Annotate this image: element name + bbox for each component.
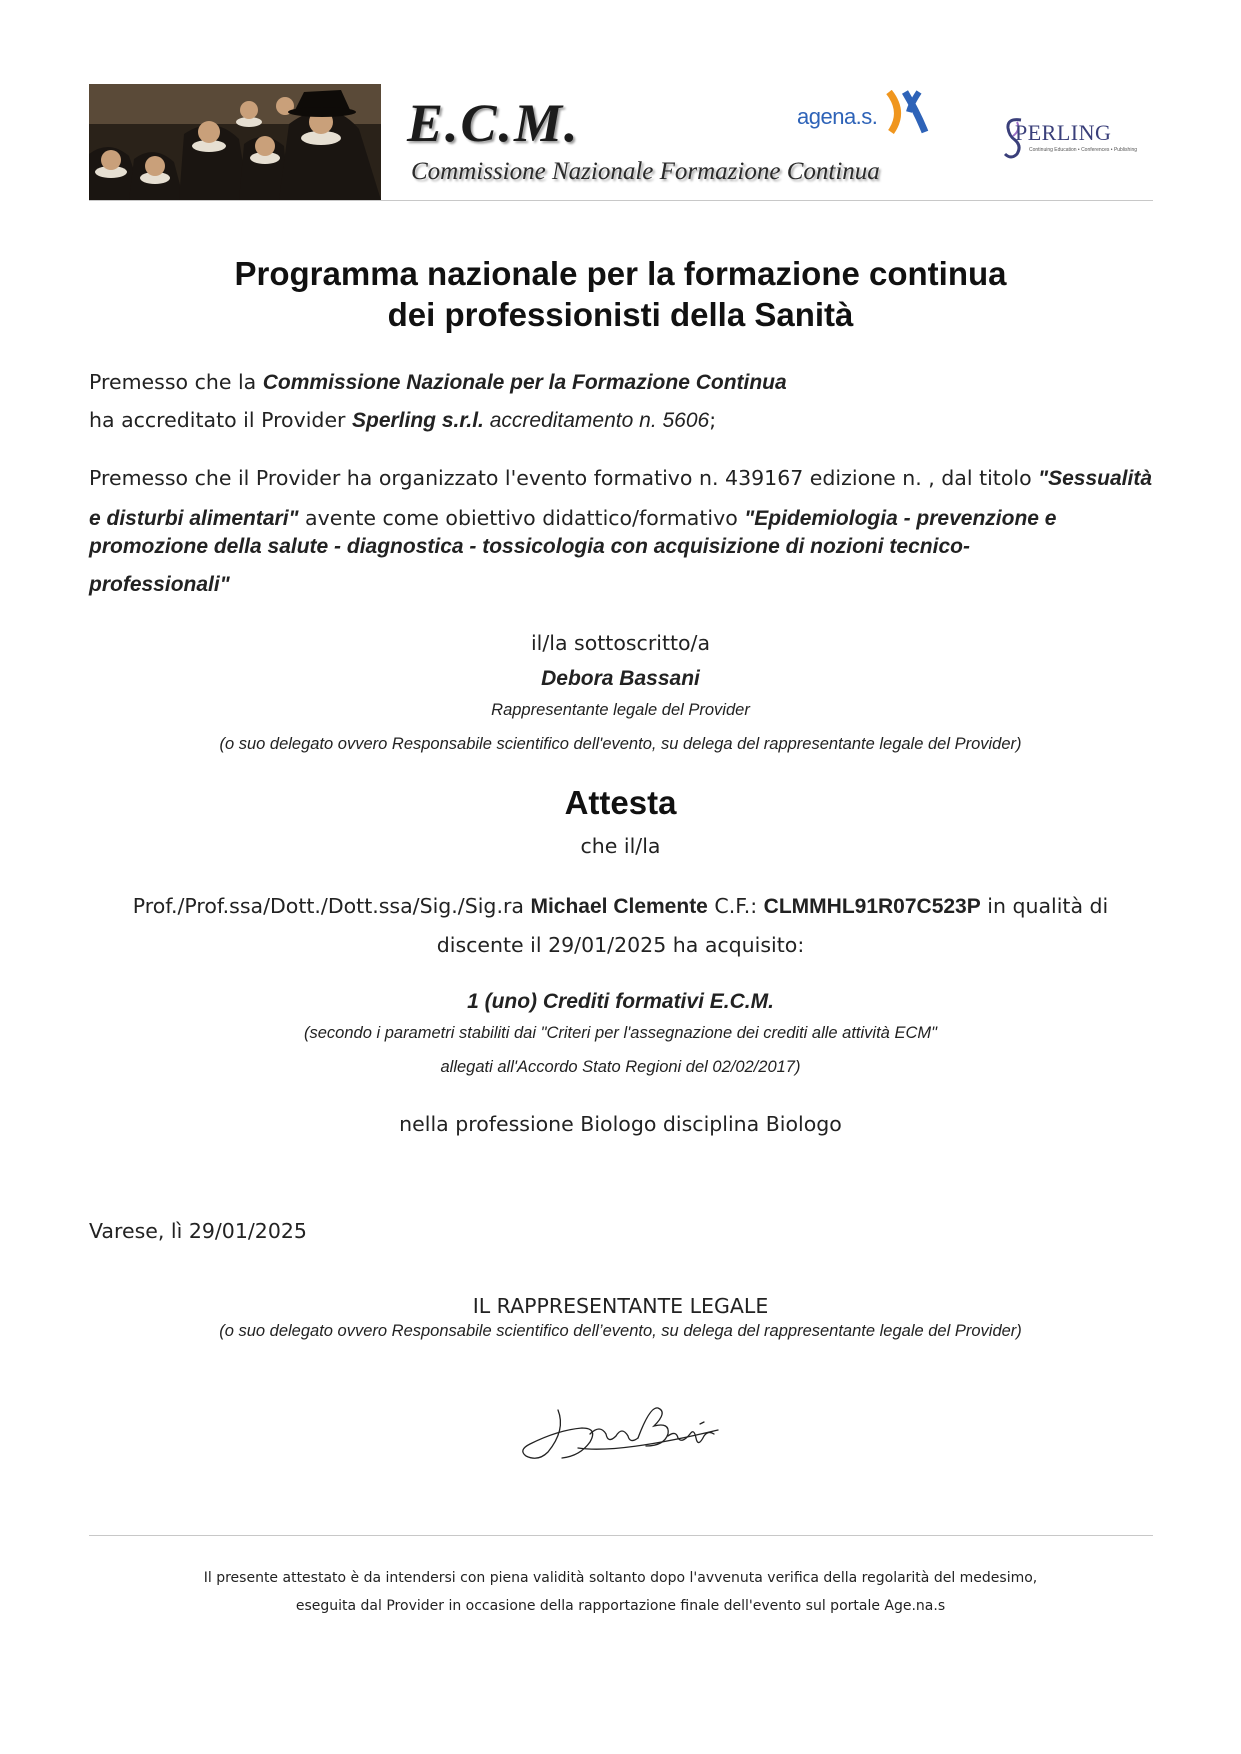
fiscal-code: CLMMHL91R07C523P xyxy=(763,895,981,918)
premise-provider-line xyxy=(89,408,716,433)
event-title-part2: e disturbi alimentari" xyxy=(89,507,299,530)
provider-prefix: ha accreditato il Provider xyxy=(89,408,352,432)
objective-part3: professionali" xyxy=(89,573,230,596)
attendance-line: discente il 29/01/2025 ha acquisito: xyxy=(436,933,805,957)
credits-line: 1 (uno) Crediti formativi E.C.M. xyxy=(467,990,774,1013)
header xyxy=(89,84,1153,202)
accreditation-number: accreditamento n. 5606 xyxy=(483,409,710,432)
premise-commission-line xyxy=(89,370,787,395)
legal-rep-heading: IL RAPPRESENTANTE LEGALE xyxy=(472,1294,769,1318)
participant-name: Michael Clemente xyxy=(530,895,708,918)
participant-line xyxy=(0,894,1241,919)
page-title-line2: dei professionisti della Sanità xyxy=(387,296,854,333)
criteria-line2: allegati all'Accordo Stato Regioni del 02/02/2017) xyxy=(440,1058,801,1076)
sperling-logo-text: PERLING xyxy=(1015,120,1112,145)
premise-event-line1 xyxy=(89,466,1152,491)
event-text2: avente come obiettivo didattico/formativo xyxy=(298,506,745,530)
handwritten-signature xyxy=(518,1400,728,1470)
agenas-logo-text: agena.s. xyxy=(797,104,878,129)
agenas-logo xyxy=(797,90,927,140)
profession-line: nella professione Biologo disciplina Biologo xyxy=(399,1112,842,1136)
commission-name: Commissione Nazionale per la Formazione Continua xyxy=(262,371,787,394)
place-date: Varese, lì 29/01/2025 xyxy=(89,1219,307,1243)
footer-divider xyxy=(89,1535,1153,1536)
signatory-name: Debora Bassani xyxy=(541,667,700,690)
event-text1: Premesso che il Provider ha organizzato l'evento formativo n. 439167 edizione n. , dal titolo xyxy=(89,466,1039,490)
footer-note-line1: Il presente attestato è da intendersi con piena validità soltanto dopo l'avvenuta verifica della regolarità del medesimo, xyxy=(203,1570,1038,1586)
sperling-tagline: Continuing Education • Conferences • Publishing xyxy=(1029,147,1138,153)
header-divider xyxy=(89,200,1153,201)
objective-part1: "Epidemiologia - prevenzione e xyxy=(744,507,1057,530)
legal-rep-note: (o suo delegato ovvero Responsabile scientifico dell’evento, su delega del rappresentante legale del Provider) xyxy=(219,1322,1022,1340)
footer-note-line2: eseguita dal Provider in occasione della rapportazione finale dell'evento sul portale Age.na.s xyxy=(295,1598,946,1614)
anatomy-lesson-painting xyxy=(89,84,381,200)
premise-event-line2 xyxy=(89,506,1056,531)
ecm-subtitle: Commissione Nazionale Formazione Continua xyxy=(411,158,880,185)
criteria-line1: (secondo i parametri stabiliti dai "Criteri per l'assegnazione dei crediti alle attività ECM" xyxy=(304,1024,937,1042)
signatory-delegate-note: (o suo delegato ovvero Responsabile scientifico dell'evento, su delega del rappresentante legale del Provider) xyxy=(219,735,1022,753)
agenas-mark-icon xyxy=(885,90,929,134)
signatory-role: Rappresentante legale del Provider xyxy=(491,701,750,719)
premise-prefix: Premesso che la xyxy=(89,370,263,394)
cf-label: C.F.: xyxy=(707,894,764,918)
page-title-line1: Programma nazionale per la formazione continua xyxy=(234,255,1007,292)
sperling-logo xyxy=(1003,116,1153,166)
provider-name: Sperling s.r.l. xyxy=(352,409,484,432)
participant-titles: Prof./Prof.ssa/Dott./Dott.ssa/Sig./Sig.ra xyxy=(132,894,531,918)
attesta-heading: Attesta xyxy=(564,784,677,821)
event-title-part1: "Sessualità xyxy=(1038,467,1153,490)
signatory-intro: il/la sottoscritto/a xyxy=(530,631,711,655)
participant-role: in qualità di xyxy=(980,894,1109,918)
objective-part2: promozione della salute - diagnostica - tossicologia con acquisizione di nozioni tecnico- xyxy=(89,535,970,558)
ecm-title: E.C.M. xyxy=(407,93,580,153)
provider-suffix: ; xyxy=(709,408,717,432)
attesta-intro: che il/la xyxy=(580,834,661,858)
